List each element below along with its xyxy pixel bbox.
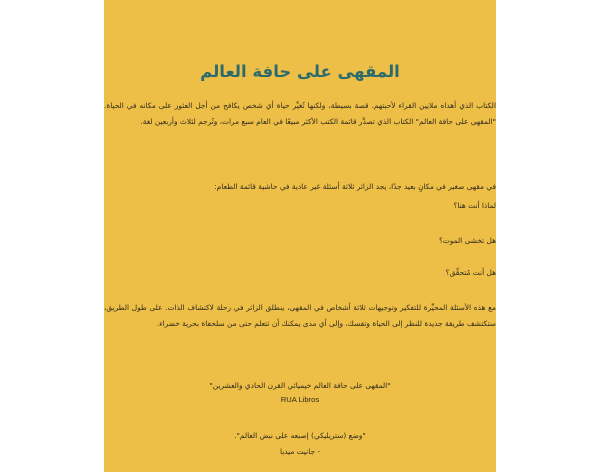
book-back-cover: [104, 0, 496, 472]
review-source-1: RUA Libros: [280, 395, 320, 404]
question-1: لماذا أنت هنا؟: [453, 201, 496, 210]
book-title: المقهى على حافة العالم: [200, 62, 400, 81]
setting-paragraph: في مقهى صغير في مكانٍ بعيد جدًا، يجد الزائر ثلاثة أسئلة غير عادية في حاشية قائمة الطعام:: [214, 182, 496, 191]
review-quote-1: "المقهى على حافة العالم خيميائي القرن الحادي والعشرين": [209, 381, 391, 390]
review-quote-2: "وضع (ستريليكي) إصبعه على نبض العالم".: [234, 431, 366, 440]
question-3: هل أنت مُتحقِّق؟: [445, 268, 496, 277]
review-source-2: - جانيت ميديا: [279, 447, 321, 456]
intro-paragraph: الكتاب الذي أهداه ملايين القراء لأحبتهم. قصة بسيطة، ولكنها تُغيِّر حياة أي شخص يكافح من أجل العثور على مكانه في الحياة. "المقهى على حافة العالم" الكتاب الذي تصدَّر قائمة الكتب الأكثر مبيعًا في العام سبع مرات، وتُرجم لثلاث وأربعين لغة.: [104, 101, 496, 126]
question-2: هل تخشى الموت؟: [438, 236, 496, 245]
journey-paragraph: مع هذه الأسئلة المحيِّرة للتفكير وتوجيهات ثلاثة أشخاص في المقهى، ينطلق الزائر في رحلة لاكتشاف الذات. على طول الطريق، ستكتشف طريقة جديدة للنظر إلى الحياة وتفسك، وإلى أي مدى يمكنك أن تتعلم حتى من سلحفاة بحرية خضراء.: [104, 303, 496, 328]
